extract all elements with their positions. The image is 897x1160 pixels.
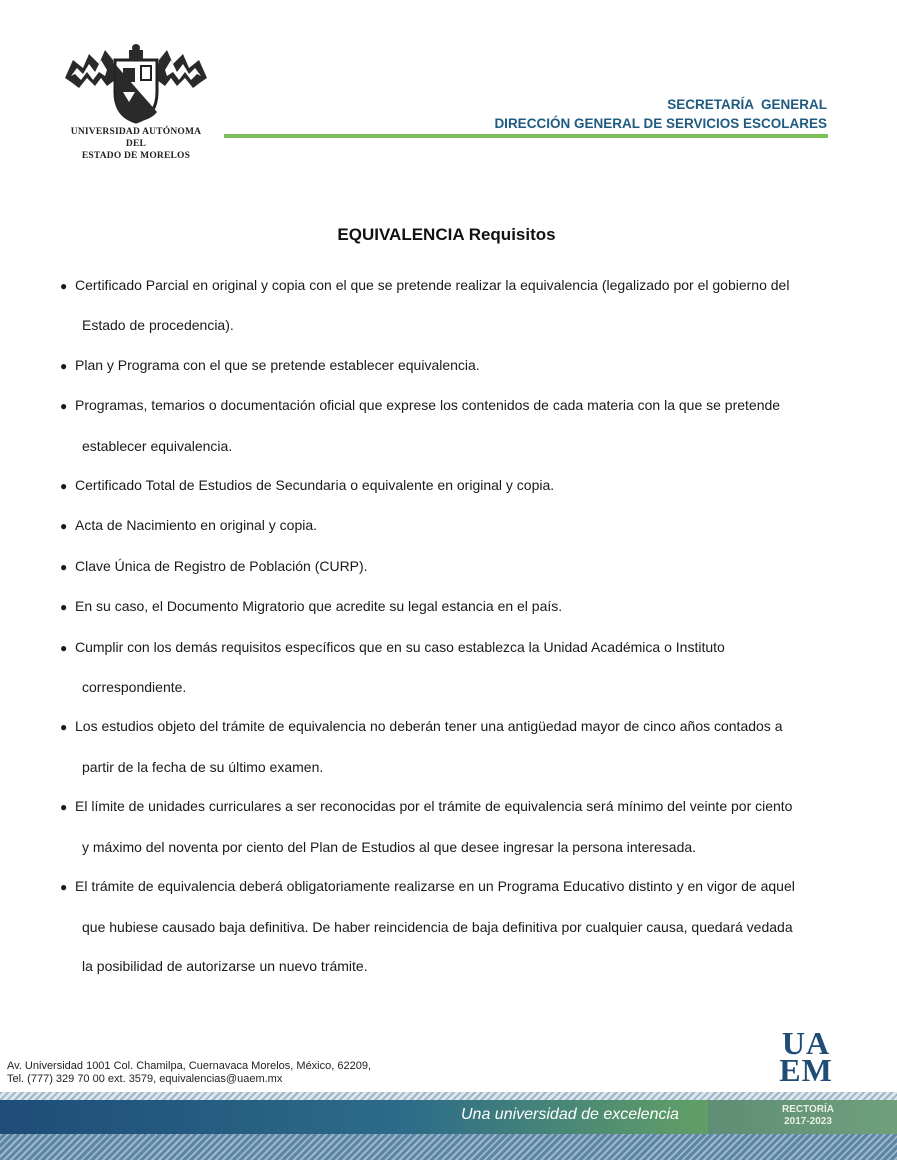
requirement-item bbox=[60, 787, 832, 867]
secretaria-label: SECRETARÍA GENERAL bbox=[667, 97, 827, 112]
footer-stripe-bottom bbox=[0, 1134, 897, 1160]
requirement-text: Certificado Parcial en original y copia con el que se pretende realizar la equivalencia (legalizado por el gobierno del bbox=[75, 277, 790, 293]
requirement-text: Plan y Programa con el que se pretende establecer equivalencia. bbox=[75, 356, 480, 373]
uaem-logo-bottom: EM bbox=[779, 1052, 833, 1088]
bullet-icon: ● bbox=[60, 559, 68, 574]
bullet-icon: ● bbox=[60, 358, 68, 373]
bullet-icon: ● bbox=[60, 600, 68, 615]
requirement-text: Acta de Nacimiento en original y copia. bbox=[75, 517, 318, 534]
footer-address bbox=[7, 1060, 371, 1086]
requirement-item bbox=[60, 867, 832, 986]
bullet-icon: ● bbox=[60, 399, 68, 414]
bullet-icon: ● bbox=[60, 880, 68, 895]
header-department bbox=[494, 95, 827, 133]
university-name-line2: ESTADO DE MORELOS bbox=[81, 151, 191, 161]
requirement-item bbox=[60, 386, 832, 466]
uaem-logo-top: UA bbox=[781, 1025, 831, 1061]
address-line: Av. Universidad 1001 Col. Chamilpa, Cuernavaca Morelos, México, 62209, bbox=[7, 1060, 371, 1072]
university-crest-icon bbox=[61, 42, 211, 124]
requirement-item bbox=[60, 547, 832, 587]
requirement-text: En su caso, el Documento Migratorio que acredite su legal estancia en el país. bbox=[75, 598, 563, 615]
requirement-text-cont: correspondiente. bbox=[82, 679, 187, 696]
bullet-icon: ● bbox=[60, 519, 68, 534]
footer-slogan: Una universidad de excelencia bbox=[461, 1106, 679, 1123]
requirement-item bbox=[60, 707, 832, 787]
direccion-label: DIRECCIÓN GENERAL DE SERVICIOS ESCOLARES bbox=[494, 116, 827, 131]
requirement-item bbox=[60, 628, 832, 708]
university-logo bbox=[60, 42, 212, 162]
requirement-text: Cumplir con los demás requisitos específicos que en su caso establezca la Unidad Académica o Instituto bbox=[75, 638, 725, 655]
university-name-line1: UNIVERSIDAD AUTÓNOMA DEL bbox=[70, 127, 202, 149]
uaem-logo bbox=[777, 1025, 835, 1088]
requirement-text: Los estudios objeto del trámite de equivalencia no deberán tener una antigüedad mayor de cinco años contados a bbox=[75, 718, 783, 735]
requirement-item bbox=[60, 587, 832, 627]
rectoria-period: 2017-2023 bbox=[784, 1116, 832, 1127]
footer-band bbox=[0, 1100, 897, 1134]
requirement-text-cont: y máximo del noventa por ciento del Plan de Estudios al que desee ingresar la persona interesada. bbox=[82, 838, 697, 855]
requirement-text: El límite de unidades curriculares a ser reconocidas por el trámite de equivalencia será mínimo del veinte por ciento bbox=[75, 798, 793, 815]
rectoria-text: RECTORÍA bbox=[781, 1104, 835, 1115]
contact-line: Tel. (777) 329 70 00 ext. 3579, equivalencias@uaem.mx bbox=[7, 1073, 283, 1085]
requirement-text: Certificado Total de Estudios de Secundaria o equivalente en original y copia. bbox=[75, 477, 555, 494]
requirement-text-cont: establecer equivalencia. bbox=[82, 437, 233, 454]
requirement-item bbox=[60, 266, 832, 346]
rectoria-label bbox=[778, 1104, 838, 1128]
bullet-icon: ● bbox=[60, 800, 68, 815]
requirement-item bbox=[60, 506, 832, 546]
requirement-text-cont: Estado de procedencia). bbox=[82, 317, 234, 334]
bullet-icon: ● bbox=[60, 720, 68, 735]
bullet-icon: ● bbox=[60, 479, 68, 494]
requirement-text: Programas, temarios o documentación oficial que exprese los contenidos de cada materia con la que se pretende bbox=[75, 397, 781, 414]
header-divider bbox=[224, 134, 828, 138]
requirement-text: Clave Única de Registro de Población (CURP). bbox=[75, 557, 368, 574]
requirement-text: El trámite de equivalencia deberá obligatoriamente realizarse en un Programa Educativo distinto y en vigor de aquel bbox=[75, 878, 795, 895]
requirements-list bbox=[60, 266, 832, 986]
requirement-text-cont: la posibilidad de autorizarse un nuevo trámite. bbox=[82, 957, 368, 974]
bullet-icon: ● bbox=[60, 279, 68, 293]
requirement-item bbox=[60, 466, 832, 506]
bullet-icon: ● bbox=[60, 640, 68, 655]
footer-stripe-top bbox=[0, 1092, 897, 1100]
requirement-text-cont: que hubiese causado baja definitiva. De haber reincidencia de baja definitiva por cualquier causa, quedará vedada bbox=[82, 918, 793, 935]
requirement-item bbox=[60, 346, 832, 386]
page-title: EQUIVALENCIA Requisitos bbox=[337, 225, 556, 244]
requirement-text-cont: partir de la fecha de su último examen. bbox=[82, 758, 324, 775]
